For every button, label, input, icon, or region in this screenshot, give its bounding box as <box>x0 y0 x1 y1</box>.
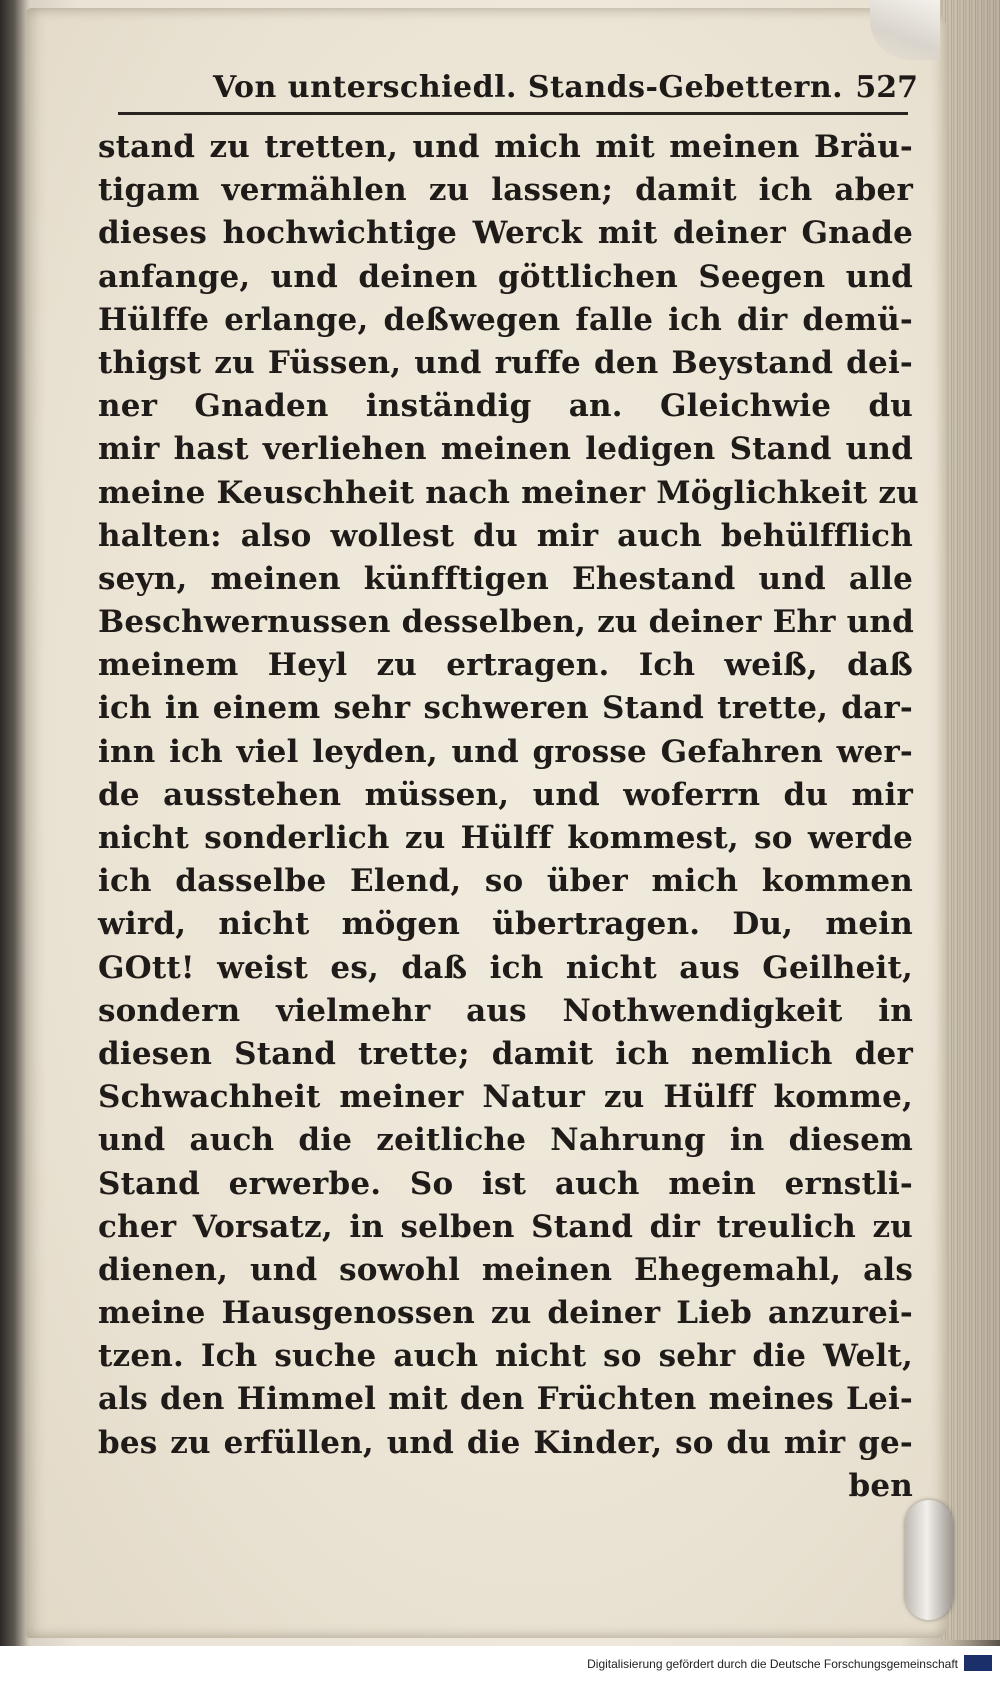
text-line: als den Himmel mit den Früchten meines Lei- <box>98 1381 913 1418</box>
text-line: ich dasselbe Elend, so über mich kommen <box>98 863 913 900</box>
text-line: halten: also wollest du mir auch behülfflich <box>98 517 913 554</box>
text-line: sondern vielmehr aus Nothwendigkeit in <box>98 992 913 1029</box>
text-line: meinem Heyl zu ertragen. Ich weiß, daß <box>98 647 913 684</box>
text-line: inn ich viel leyden, und grosse Gefahren wer- <box>98 733 913 770</box>
running-title: Von unterschiedl. Stands-Gebettern. <box>213 70 844 105</box>
text-line: ben <box>848 1467 913 1504</box>
text-line: de ausstehen müssen, und woferrn du mir <box>98 776 913 813</box>
text-line: Beschwernussen desselben, zu deiner Ehr und <box>98 604 915 641</box>
header-rule <box>118 112 908 115</box>
text-line: meine Keuschheit nach meiner Möglichkeit zu <box>98 474 919 511</box>
text-line: anfange, und deinen göttlichen Seegen und <box>98 258 913 295</box>
text-line: ner Gnaden inständig an. Gleichwie du <box>98 388 913 425</box>
text-line: tigam vermählen zu lassen; damit ich aber <box>98 172 913 209</box>
text-line: Stand erwerbe. So ist auch mein ernstli- <box>98 1165 913 1202</box>
text-line: diesen Stand trette; damit ich nemlich der <box>98 1035 913 1072</box>
text-line: nicht sonderlich zu Hülff kommest, so werde <box>98 820 913 856</box>
text-line: Hülffe erlange, deßwegen falle ich dir demü- <box>98 301 913 338</box>
text-line: dieses hochwichtige Werck mit deiner Gnade <box>98 215 913 252</box>
text-line: seyn, meinen künfftigen Ehestand und alle <box>98 560 913 597</box>
text-line: GOtt! weist es, daß ich nicht aus Geilheit, <box>98 949 913 986</box>
text-line: mir hast verliehen meinen ledigen Stand und <box>98 431 913 468</box>
dfg-logo-icon <box>964 1655 992 1671</box>
text-line: meine Hausgenossen zu deiner Lieb anzurei- <box>98 1295 913 1332</box>
text-line: wird, nicht mögen übertragen. Du, mein <box>98 906 913 943</box>
text-line: cher Vorsatz, in selben Stand dir treulich zu <box>98 1208 913 1245</box>
page-header <box>118 70 918 114</box>
page-edges <box>940 0 1000 1640</box>
text-line: ich in einem sehr schweren Stand trette, dar- <box>98 690 913 727</box>
funding-credit: Digitalisierung gefördert durch die Deutsche Forschungsgemeinschaft <box>587 1657 958 1671</box>
text-line: und auch die zeitliche Nahrung in diesem <box>98 1122 913 1159</box>
page-number: 527 <box>855 70 918 105</box>
text-line: tzen. Ich suche auch nicht so sehr die Welt, <box>98 1338 913 1375</box>
text-line: bes zu erfüllen, und die Kinder, so du mir ge- <box>98 1424 913 1461</box>
text-line: stand zu tretten, und mich mit meinen Bräu- <box>98 129 913 165</box>
body-text <box>98 126 919 1508</box>
book-page <box>26 8 946 1638</box>
book-binding-gutter <box>0 0 28 1686</box>
text-line: thigst zu Füssen, und ruffe den Beystand dei- <box>98 344 913 381</box>
page-clip <box>905 1500 953 1620</box>
text-line: dienen, und sowohl meinen Ehegemahl, als <box>98 1251 913 1288</box>
text-line: Schwachheit meiner Natur zu Hülff komme, <box>98 1079 913 1116</box>
